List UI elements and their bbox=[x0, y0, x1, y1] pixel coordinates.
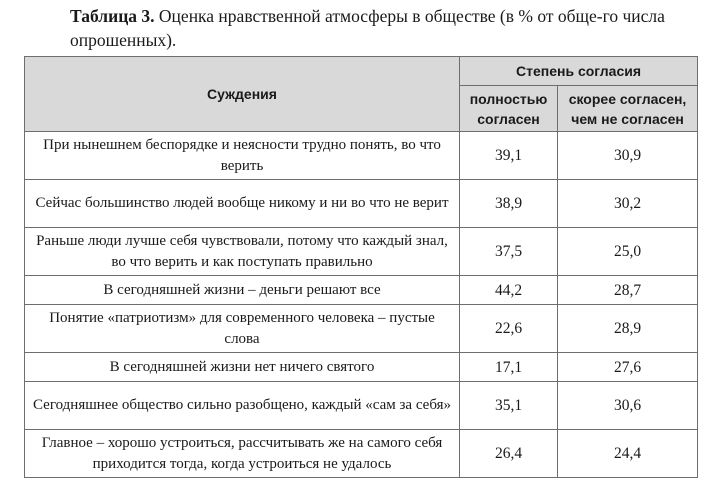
fully-agree-cell: 26,4 bbox=[460, 430, 558, 478]
table-row bbox=[25, 180, 698, 228]
statement-cell: Сегодняшнее общество сильно разобщено, каждый «сам за себя» bbox=[25, 382, 460, 430]
statement-cell: В сегодняшней жизни нет ничего святого bbox=[25, 353, 460, 382]
table-row bbox=[25, 276, 698, 305]
header-rather-agree: скорее согласен, чем не согласен bbox=[558, 86, 698, 132]
statement-cell: Понятие «патриотизм» для современного человека – пустые слова bbox=[25, 305, 460, 353]
table-row bbox=[25, 382, 698, 430]
table-caption bbox=[70, 4, 670, 52]
caption-label: Таблица 3. bbox=[70, 6, 155, 26]
header-statements: Суждения bbox=[25, 57, 460, 132]
fully-agree-cell: 37,5 bbox=[460, 228, 558, 276]
table-row bbox=[25, 132, 698, 180]
statement-cell: В сегодняшней жизни – деньги решают все bbox=[25, 276, 460, 305]
header-agreement-group: Степень согласия bbox=[460, 57, 698, 86]
rather-agree-cell: 25,0 bbox=[558, 228, 698, 276]
statement-cell: При нынешнем беспорядке и неясности трудно понять, во что верить bbox=[25, 132, 460, 180]
table-row bbox=[25, 430, 698, 478]
fully-agree-cell: 38,9 bbox=[460, 180, 558, 228]
rather-agree-cell: 24,4 bbox=[558, 430, 698, 478]
fully-agree-cell: 39,1 bbox=[460, 132, 558, 180]
fully-agree-cell: 35,1 bbox=[460, 382, 558, 430]
fully-agree-cell: 17,1 bbox=[460, 353, 558, 382]
rather-agree-cell: 30,2 bbox=[558, 180, 698, 228]
survey-table bbox=[24, 56, 698, 478]
statement-cell: Главное – хорошо устроиться, рассчитывать же на самого себя приходится тогда, когда устроиться не удалось bbox=[25, 430, 460, 478]
caption-text: Оценка нравственной атмосферы в обществе (в % от обще-го числа опрошенных). bbox=[70, 6, 665, 50]
rather-agree-cell: 30,6 bbox=[558, 382, 698, 430]
rather-agree-cell: 28,9 bbox=[558, 305, 698, 353]
rather-agree-cell: 27,6 bbox=[558, 353, 698, 382]
table-row bbox=[25, 353, 698, 382]
fully-agree-cell: 44,2 bbox=[460, 276, 558, 305]
statement-cell: Раньше люди лучше себя чувствовали, потому что каждый знал, во что верить и как поступать правильно bbox=[25, 228, 460, 276]
table-row bbox=[25, 228, 698, 276]
rather-agree-cell: 28,7 bbox=[558, 276, 698, 305]
rather-agree-cell: 30,9 bbox=[558, 132, 698, 180]
table-row bbox=[25, 305, 698, 353]
header-fully-agree: полностью согласен bbox=[460, 86, 558, 132]
statement-cell: Сейчас большинство людей вообще никому и ни во что не верит bbox=[25, 180, 460, 228]
fully-agree-cell: 22,6 bbox=[460, 305, 558, 353]
